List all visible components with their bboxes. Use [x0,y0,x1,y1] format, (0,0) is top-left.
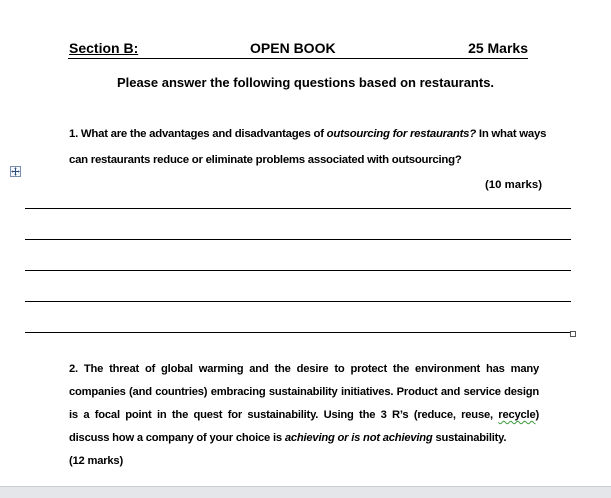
question-1-text [69,121,549,173]
answer-line[interactable] [25,270,571,271]
resize-handle-icon[interactable] [570,331,576,337]
spelling-flagged-word[interactable]: recycle [498,409,536,421]
answer-line[interactable] [25,332,571,333]
question-2-marks: (12 marks) [69,455,123,467]
question-2-part2: ) discuss how a company of your choice is [69,409,539,444]
question-2-part4: sustainability. [432,432,507,444]
answer-line[interactable] [25,301,571,302]
answer-line[interactable] [25,208,571,209]
open-book-label: OPEN BOOK [250,40,336,56]
question-1-italic-phrase: outsourcing for restaurants? [326,128,476,140]
answer-line[interactable] [25,239,571,240]
question-2-text [69,358,539,473]
question-1-part3: In what ways can restaurants reduce or eliminate problems associated with outsourcing? [69,128,547,166]
window-bottom-bar [0,486,611,498]
question-2-italic-phrase: achieving or is not achieving [284,432,433,444]
question-1-part1: 1. What are the advantages and disadvantages of [69,128,327,140]
question-2-paragraph [69,358,539,450]
section-header [68,40,528,59]
total-marks-label: 25 Marks [468,40,528,56]
question-1-marks: (10 marks) [485,179,542,191]
question-2-part1: 2. The threat of global warming and the desire to protect the environment has many companies (and countries) embracing sustainability initiatives. Product and service design is a focal point in the quest for sustainability. Using the 3 R’s (reduce, reuse, [69,363,539,421]
section-label: Section B: [69,40,139,56]
move-handle-icon[interactable] [10,166,21,177]
instructions-text: Please answer the following questions based on restaurants. [116,75,495,90]
